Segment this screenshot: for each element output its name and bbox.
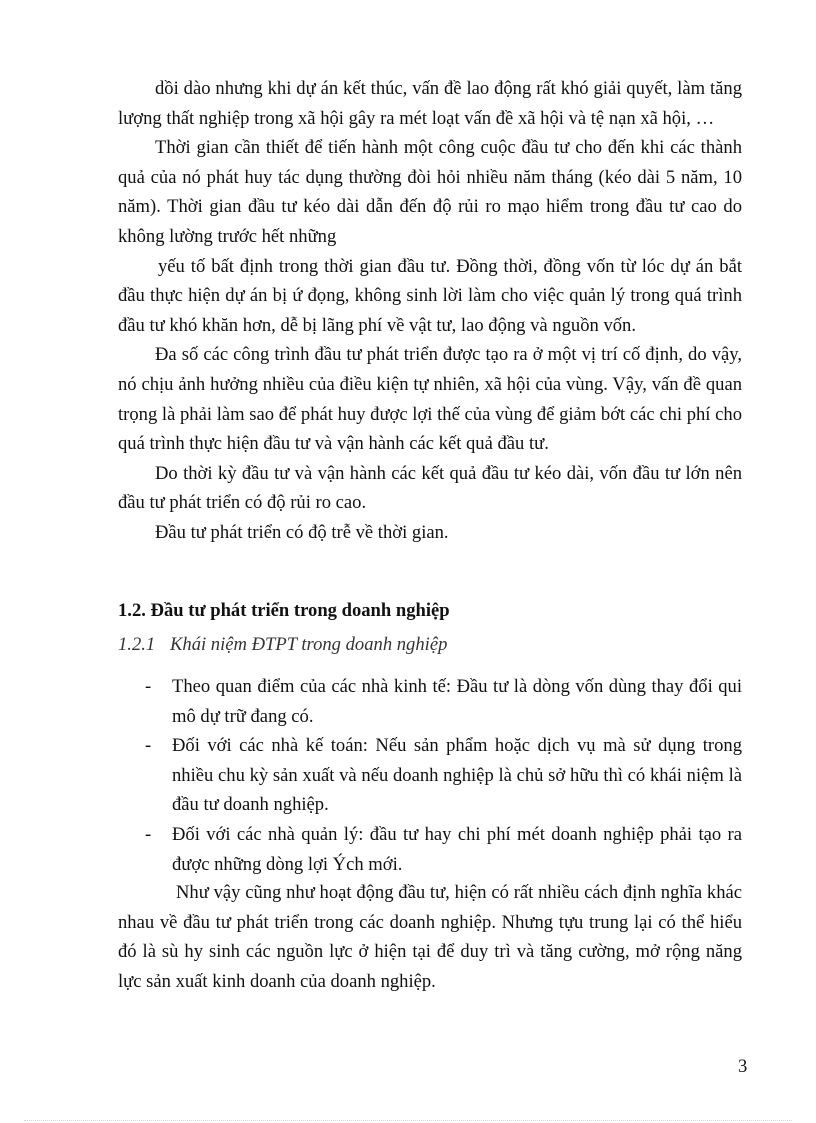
body-text-bottom <box>118 878 742 996</box>
list-item <box>145 731 742 820</box>
bullet-dash: - <box>145 823 152 845</box>
list-item-text: Đối với các nhà quản lý: đầu tư hay chi phí mét doanh nghiệp phải tạo ra được những dòng lợi Ých mới. <box>172 823 742 875</box>
bullet-dash: - <box>145 676 152 697</box>
list-item <box>145 820 742 879</box>
subsection-title: Khái niệm ĐTPT trong doanh nghiệp <box>170 634 448 655</box>
bullet-dash: - <box>145 735 152 757</box>
subsection-number: 1.2.1 <box>118 634 156 655</box>
page-bottom-divider <box>24 1120 792 1121</box>
list-item <box>145 672 742 731</box>
paragraph-2: Thời gian cần thiết để tiến hành một công cuộc đầu tư cho đến khi các thành quả của nó phát huy tác dụng thường đòi hỏi nhiều năm tháng (kéo dài 5 năm, 10 năm). Thời gian đầu tư kéo dài dẫn đến độ rủi ro mạo hiểm trong đầu tư cao do không lường trước hết những <box>118 137 742 247</box>
bullet-list <box>145 672 742 879</box>
paragraph-3: yếu tố bất định trong thời gian đầu tư. Đồng thời, đồng vốn từ lóc dự án bắt đầu thực hiện dự án bị ứ đọng, không sinh lời làm cho việc quản lý trong quá trình đầu tư khó khăn hơn, dễ bị lãng phí về vật tư, lao động và nguồn vốn. <box>118 255 742 336</box>
subsection-heading <box>118 630 447 660</box>
page-number: 3 <box>738 1056 748 1077</box>
paragraph-1: dồi dào nhưng khi dự án kết thúc, vấn đề lao động rất khó giải quyết, làm tăng lượng thất nghiệp trong xã hội gây ra mét loạt vấn đề xã hội và tệ nạn xã hội, … <box>118 78 742 129</box>
body-text-top <box>118 74 742 548</box>
paragraph-6: Đầu tư phát triển có độ trễ về thời gian. <box>155 521 449 543</box>
list-item-text: Theo quan điểm của các nhà kinh tế: Đầu tư là dòng vốn dùng thay đổi qui mô dự trữ đang có. <box>172 676 742 727</box>
paragraph-4: Đa số các công trình đầu tư phát triển được tạo ra ở một vị trí cố định, do vậy, nó chịu ảnh hưởng nhiều của điều kiện tự nhiên, xã hội của vùng. Vậy, vấn đề quan trọng là phải làm sao để phát huy được lợi thế của vùng để giảm bớt các chi phí cho quá trình thực hiện đầu tư và vận hành các kết quả đầu tư. <box>118 344 742 455</box>
list-item-text: Đối với các nhà kế toán: Nếu sản phẩm hoặc dịch vụ mà sử dụng trong nhiều chu kỳ sản xuất và nếu doanh nghiệp là chủ sở hữu thì có khái niệm là đầu tư doanh nghiệp. <box>172 735 742 816</box>
paragraph-5: Do thời kỳ đầu tư và vận hành các kết quả đầu tư kéo dài, vốn đầu tư lớn nên đầu tư phát triển có độ rủi ro cao. <box>118 462 742 514</box>
section-heading: 1.2. Đầu tư phát triển trong doanh nghiệp <box>118 600 450 621</box>
closing-paragraph: Như vậy cũng như hoạt động đầu tư, hiện có rất nhiều cách định nghĩa khác nhau về đầu tư phát triển trong các doanh nghiệp. Nhưng tựu trung lại có thể hiểu đó là sù hy sinh các nguồn lực ở hiện tại để duy trì và tăng cường, mở rộng năng lực sản xuất kinh doanh của doanh nghiệp. <box>118 882 742 992</box>
